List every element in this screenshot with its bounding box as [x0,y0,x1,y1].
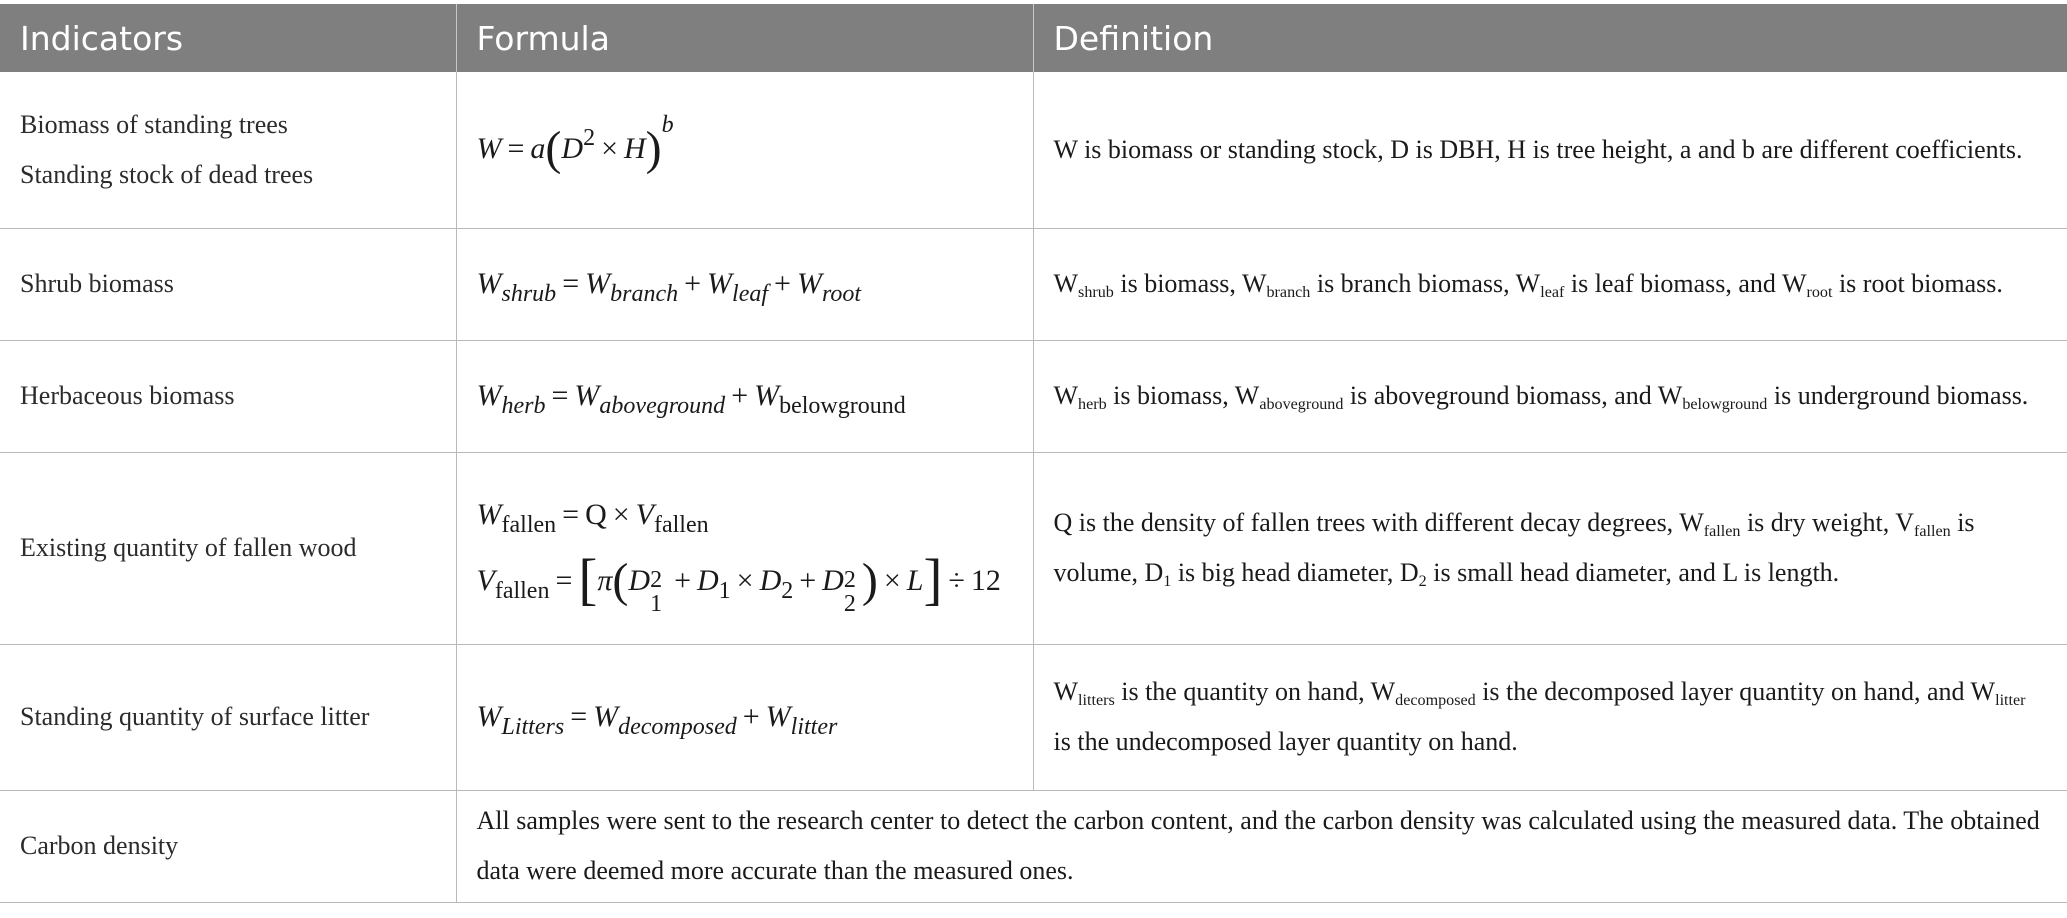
formula-herb-biomass: $W_{herb} = W_{aboveground} + W_{belowground}$ [476,378,906,419]
indicator-cell: Existing quantity of fallen wood [0,452,456,644]
definition-cell: Q is the density of fallen trees with different decay degrees, Wfallen is dry weight, Vfallen is volume, D1 is big head diameter, D2 is small head diameter, and L is length. [1033,452,2067,644]
indicator-line: Biomass of standing trees [20,109,288,139]
definition-cell: W is biomass or standing stock, D is DBH, H is tree height, a and b are different coefficients. [1033,72,2067,228]
header-row [0,4,2067,72]
merged-definition-cell: All samples were sent to the research center to detect the carbon content, and the carbon density was calculated using the measured data. The obtained data were deemed more accurate than the measured ones. [456,790,2067,902]
formula-cell [456,228,1033,340]
indicator-cell: Herbaceous biomass [0,340,456,452]
formula-cell [456,452,1033,644]
header-indicators: Indicators [0,4,456,72]
formula-cell [456,72,1033,228]
table-row [0,452,2067,644]
definition-cell: Wherb is biomass, Waboveground is aboveground biomass, and Wbelowground is underground biomass. [1033,340,2067,452]
indicator-cell: Carbon density [0,790,456,902]
table-row [0,790,2067,902]
formula-litter: $W_{Litters} = W_{decomposed} + W_{litter}$ [476,699,838,740]
formula-fallen-weight: $W_{fallen} = Q \times V_{fallen}$ [476,498,709,539]
indicator-table [0,4,2067,903]
indicator-line: Standing stock of dead trees [20,159,314,189]
formula-cell [456,644,1033,790]
indicator-cell: Standing quantity of surface litter [0,644,456,790]
definition-cell: Wlitters is the quantity on hand, Wdecomposed is the decomposed layer quantity on hand, and Wlitter is the undecomposed layer quantity on hand. [1033,644,2067,790]
formula-cell [456,340,1033,452]
formula-shrub-biomass: $W_{shrub} = W_{branch} + W_{leaf} + W_{root}$ [476,266,862,307]
table-row [0,340,2067,452]
table-row [0,644,2067,790]
table-row [0,72,2067,228]
table-row [0,228,2067,340]
formula-fallen-volume: $V_{fallen} = [\pi(D$ 2 1 + $D_1 \times D_2 + D$ 2 2 ) × L] ÷ 12 [476,548,1001,617]
header-formula: Formula [456,4,1033,72]
header-definition: Definition [1033,4,2067,72]
indicator-cell: Shrub biomass [0,228,456,340]
definition-cell: Wshrub is biomass, Wbranch is branch biomass, Wleaf is leaf biomass, and Wroot is root biomass. [1033,228,2067,340]
indicator-cell [0,72,456,228]
formula-tree-biomass: $W = a(D^2 \times H)^b$ [476,111,674,175]
